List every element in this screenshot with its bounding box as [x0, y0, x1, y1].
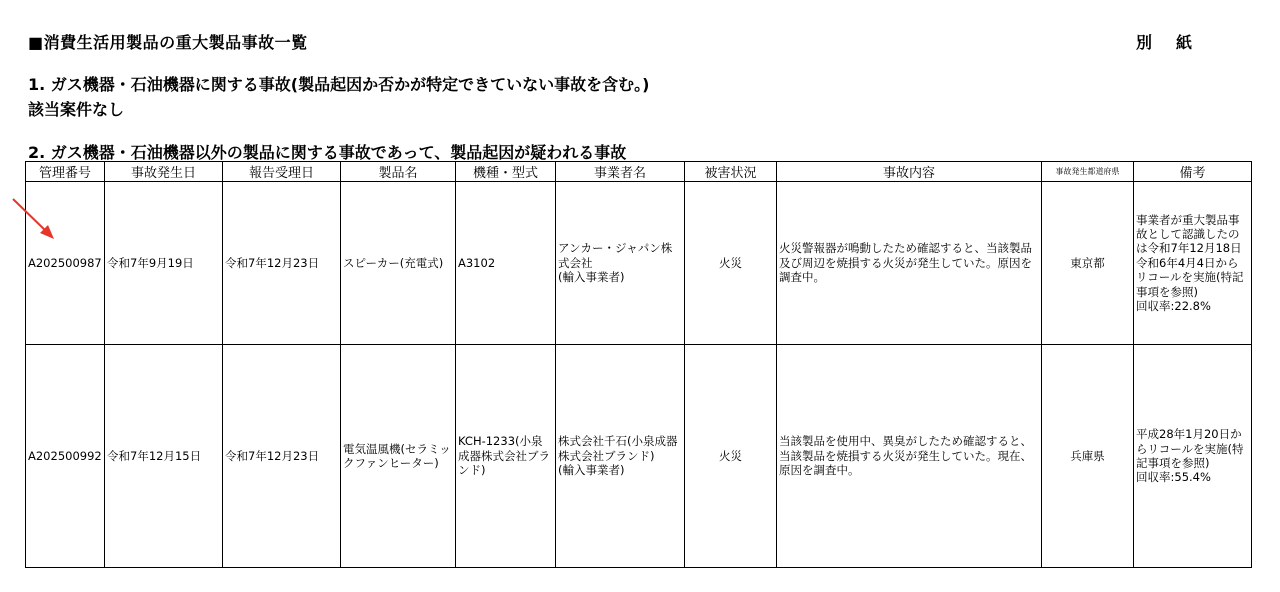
- cell-model: KCH-1233(小泉成器株式会社ブランド): [456, 345, 556, 568]
- document-title: ■消費生活用製品の重大製品事故一覧: [28, 33, 308, 52]
- section1-heading: 1. ガス機器・石油機器に関する事故(製品起因か否かが特定できていない事故を含む。): [28, 75, 650, 94]
- cell-occurred: 令和7年12月15日: [105, 345, 223, 568]
- cell-company: アンカー・ジャパン株式会社 (輸入事業者): [556, 182, 685, 345]
- cell-description: 火災警報器が鳴動したため確認すると、当該製品及び周辺を焼損する火災が発生していた。原因を調査中。: [777, 182, 1042, 345]
- cell-model: A3102: [456, 182, 556, 345]
- cell-description: 当該製品を使用中、異臭がしたため確認すると、当該製品を焼損する火災が発生していた。現在、原因を調査中。: [777, 345, 1042, 568]
- cell-id: A202500987: [26, 182, 105, 345]
- header-company: 事業者名: [556, 162, 685, 182]
- cell-id: A202500992: [26, 345, 105, 568]
- cell-remarks: 平成28年1月20日からリコールを実施(特記事項を参照) 回収率:55.4%: [1134, 345, 1252, 568]
- header-prefecture: 事故発生都道府県: [1042, 162, 1134, 182]
- header-remarks: 備考: [1134, 162, 1252, 182]
- cell-received: 令和7年12月23日: [223, 182, 341, 345]
- header-received: 報告受理日: [223, 162, 341, 182]
- header-model: 機種・型式: [456, 162, 556, 182]
- table-row: [26, 345, 1252, 568]
- cell-prefecture: 兵庫県: [1042, 345, 1134, 568]
- cell-product: スピーカー(充電式): [341, 182, 456, 345]
- header-product: 製品名: [341, 162, 456, 182]
- annex-label: 別紙: [1136, 33, 1217, 52]
- cell-product: 電気温風機(セラミックファンヒーター): [341, 345, 456, 568]
- cell-received: 令和7年12月23日: [223, 345, 341, 568]
- section2-heading: 2. ガス機器・石油機器以外の製品に関する事故であって、製品起因が疑われる事故: [28, 143, 627, 162]
- header-description: 事故内容: [777, 162, 1042, 182]
- section1-note: 該当案件なし: [28, 100, 125, 119]
- cell-remarks: 事業者が重大製品事故として認識したのは令和7年12月18日 令和6年4月4日からリコールを実施(特記事項を参照) 回収率:22.8%: [1134, 182, 1252, 345]
- header-row: [26, 162, 1252, 182]
- header-occurred: 事故発生日: [105, 162, 223, 182]
- cell-damage: 火災: [685, 182, 777, 345]
- header-id: 管理番号: [26, 162, 105, 182]
- header-damage: 被害状況: [685, 162, 777, 182]
- cell-company: 株式会社千石(小泉成器株式会社ブランド) (輸入事業者): [556, 345, 685, 568]
- accident-table: [25, 161, 1252, 568]
- table-row: [26, 182, 1252, 345]
- cell-occurred: 令和7年9月19日: [105, 182, 223, 345]
- cell-damage: 火災: [685, 345, 777, 568]
- cell-prefecture: 東京都: [1042, 182, 1134, 345]
